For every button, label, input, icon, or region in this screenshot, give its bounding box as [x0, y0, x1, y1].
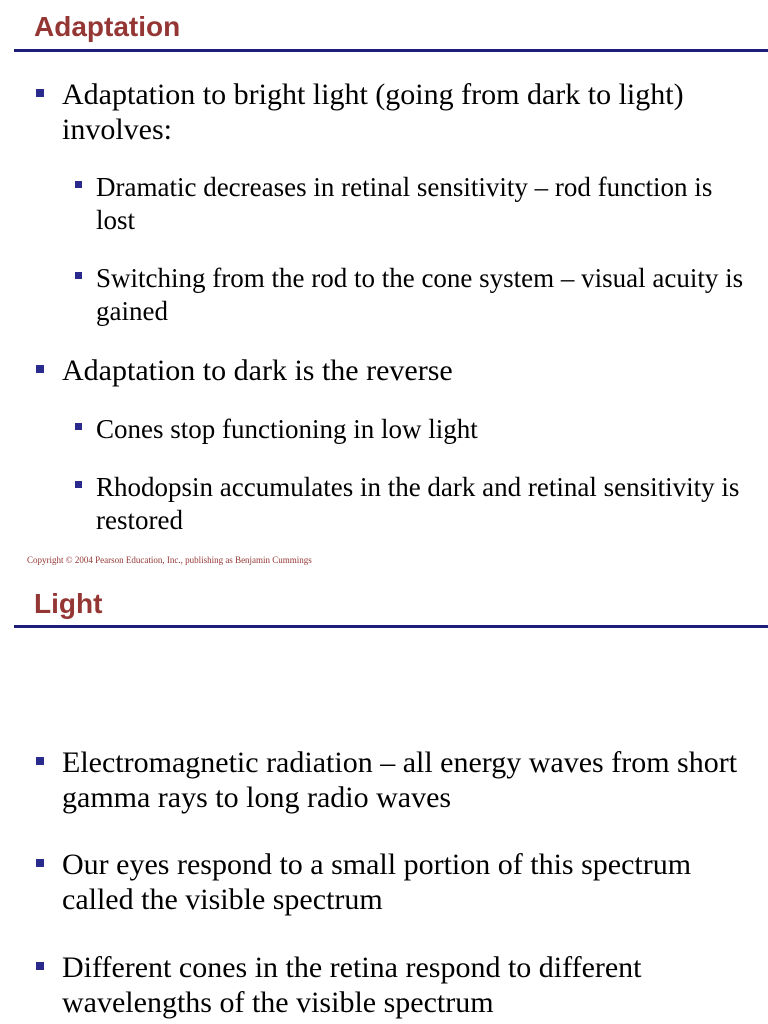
title-rule: [14, 49, 768, 52]
bullet-item: Our eyes respond to a small portion of this spectrum called the visible spectrum: [62, 848, 692, 916]
sub-bullet-marker: [75, 481, 82, 488]
bullet-marker: [36, 365, 44, 373]
slide-title: Light: [34, 588, 103, 619]
sub-bullet-marker: [75, 272, 82, 279]
title-rule: [14, 625, 768, 628]
sub-bullet-item: Rhodopsin accumulates in the dark and retinal sensitivity is restored: [96, 472, 740, 535]
sub-bullet-marker: [75, 423, 82, 430]
sub-bullet-item: Cones stop functioning in low light: [96, 414, 478, 444]
bullet-item: Electromagnetic radiation – all energy waves from short gamma rays to long radio waves: [62, 746, 738, 814]
bullet-marker: [36, 859, 44, 867]
bullet-item: Adaptation to dark is the reverse: [62, 354, 453, 387]
slide-light: [0, 575, 768, 1024]
sub-bullet-marker: [75, 181, 82, 188]
slide-title: Adaptation: [34, 11, 181, 42]
bullet-item: Adaptation to bright light (going from dark to light) involves:: [62, 78, 684, 146]
bullet-marker: [36, 757, 44, 765]
bullet-marker: [36, 89, 44, 97]
sub-bullet-item: Dramatic decreases in retinal sensitivity – rod function is lost: [96, 172, 713, 235]
copyright-notice: Copyright © 2004 Pearson Education, Inc., publishing as Benjamin Cummings: [27, 555, 312, 565]
bullet-marker: [36, 962, 44, 970]
bullet-item: Different cones in the retina respond to different wavelengths of the visible spectrum: [62, 951, 642, 1019]
sub-bullet-item: Switching from the rod to the cone system – visual acuity is gained: [96, 263, 744, 326]
